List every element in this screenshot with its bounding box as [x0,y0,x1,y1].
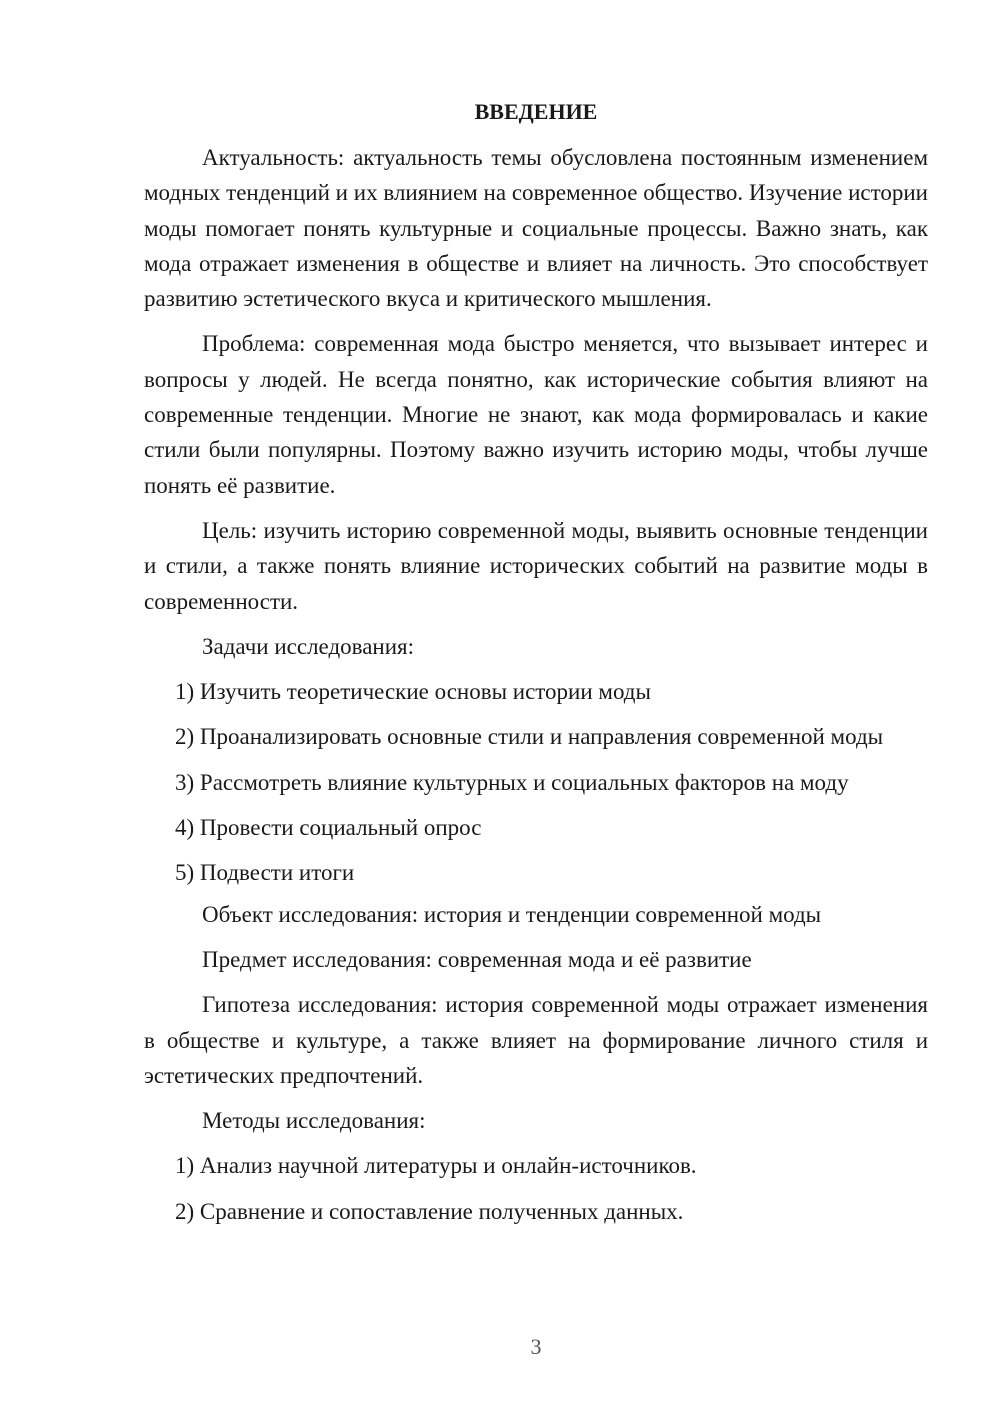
methods-heading: Методы исследования: [202,1108,426,1134]
task-item: 2) Проанализировать основные стили и направления современной моды [175,724,884,750]
hypothesis-paragraph: Гипотеза исследования: история современной моды отражает изменения в обществе и культуре, а также влияет на формирование личного стиля и эстетических предпочтений. [144,992,928,1088]
tasks-heading: Задачи исследования: [202,633,415,659]
object-paragraph: Объект исследования: история и тенденции современной моды [202,901,822,927]
relevance-paragraph: Актуальность: актуальность темы обусловлена постоянным изменением модных тенденций и их влиянием на современное общество. Изучение истории моды помогает понять культурные и социальные процессы. Важно знать, как мода отражает изменения в обществе и влияет на личность. Это способствует развитию эстетического вкуса и критического мышления. [144,145,928,312]
goal-paragraph: Цель: изучить историю современной моды, выявить основные тенденции и стили, а также понять влияние исторических событий на развитие моды в современности. [144,517,928,614]
method-item: 1) Анализ научной литературы и онлайн-источников. [175,1153,697,1179]
method-item: 2) Сравнение и сопоставление полученных данных. [175,1198,684,1224]
task-item: 5) Подвести итоги [175,860,355,886]
section-title: ВВЕДЕНИЕ [474,99,598,124]
task-item: 4) Провести социальный опрос [175,815,482,841]
page-number: 3 [530,1334,542,1359]
subject-paragraph: Предмет исследования: современная мода и её развитие [202,946,752,972]
page-content [144,96,928,1239]
task-item: 3) Рассмотреть влияние культурных и социальных факторов на моду [175,769,849,795]
task-item: 1) Изучить теоретические основы истории моды [175,679,651,705]
problem-paragraph: Проблема: современная мода быстро меняется, что вызывает интерес и вопросы у людей. Не всегда понятно, как исторические события влияют на современные тенденции. Многие не знают, как мода формировалась и какие стили были популярны. Поэтому важно изучить историю моды, чтобы лучше понять её развитие. [144,331,928,498]
